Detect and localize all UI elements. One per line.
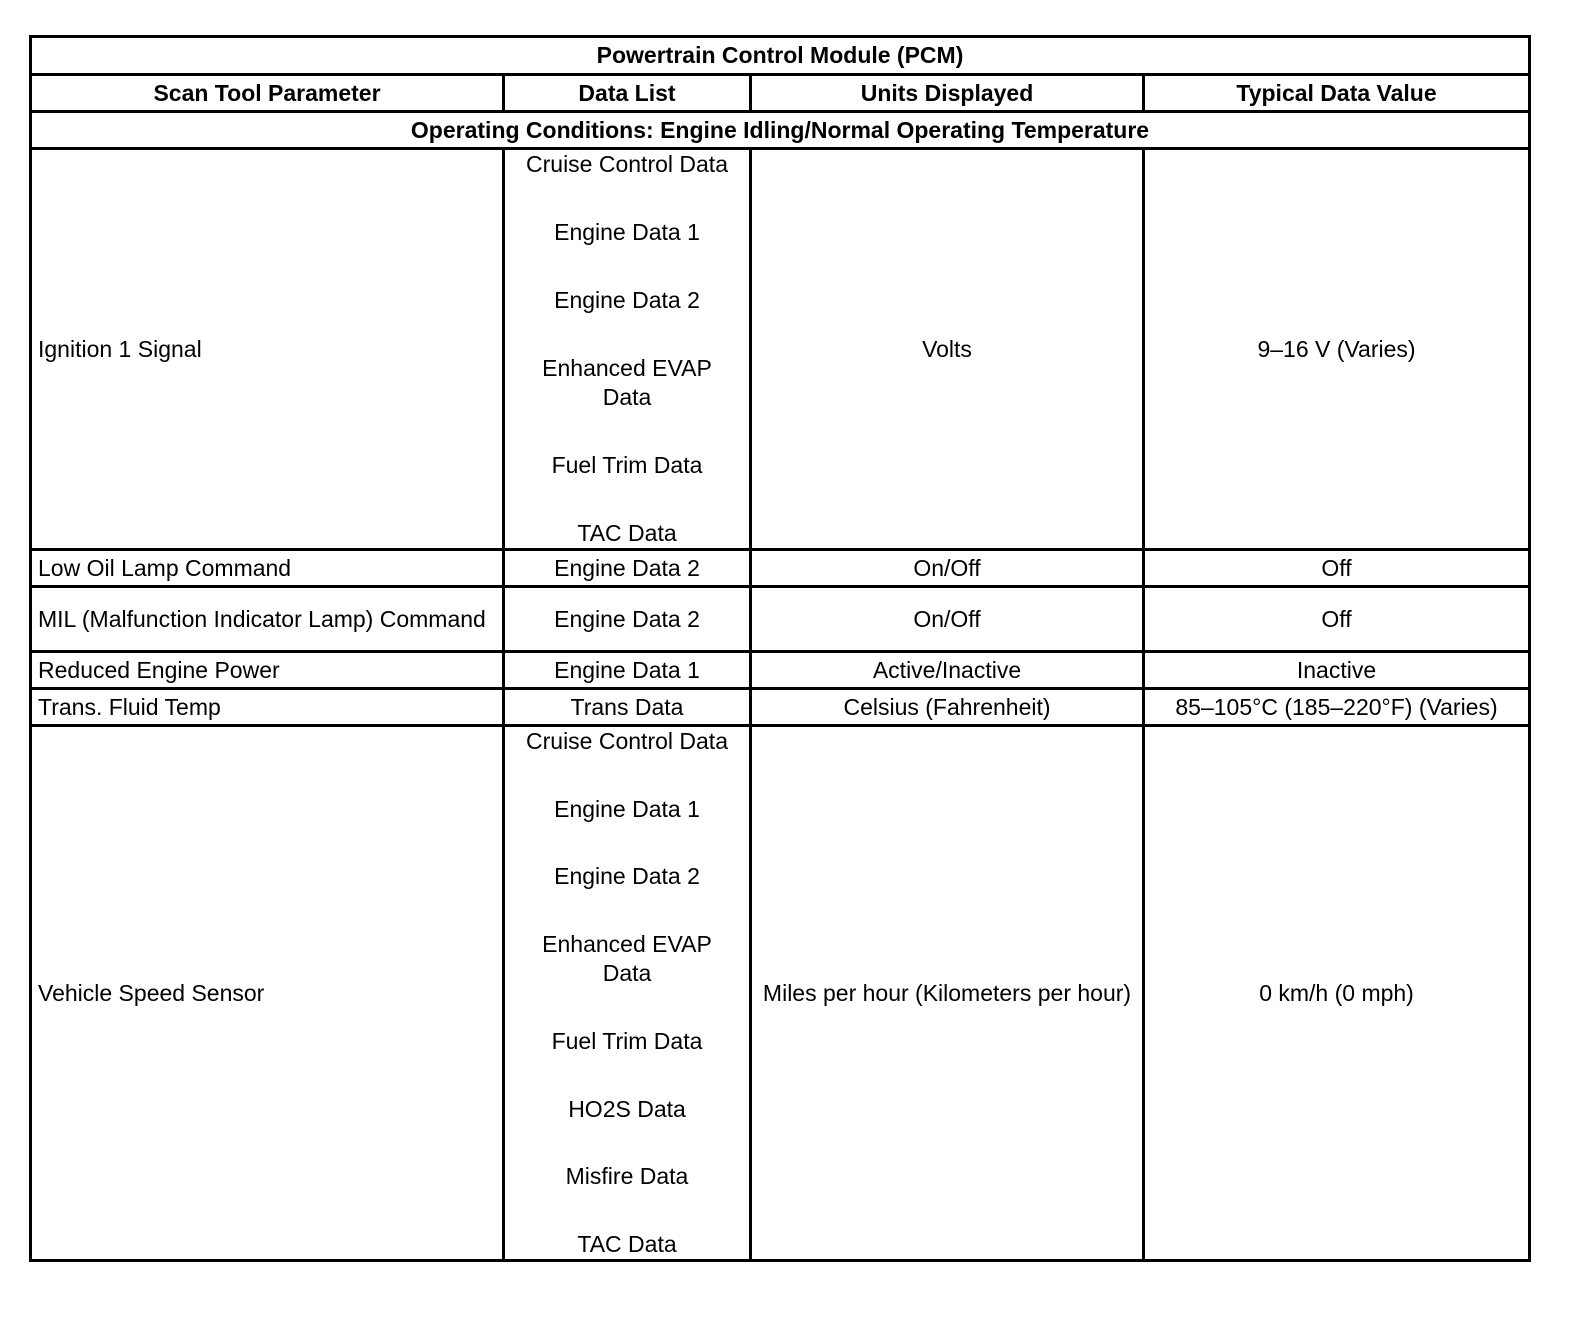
data-list-item: Engine Data 1 bbox=[554, 219, 700, 245]
units-cell: On/Off bbox=[751, 550, 1144, 587]
param-cell: MIL (Malfunction Indicator Lamp) Command bbox=[31, 587, 504, 652]
data-list-item: Enhanced EVAP Data bbox=[542, 355, 712, 410]
data-list-item: TAC Data bbox=[577, 1230, 677, 1257]
pcm-data-table bbox=[29, 35, 1531, 1262]
typical-value-cell: 85–105°C (185–220°F) (Varies) bbox=[1144, 689, 1530, 726]
data-list-item: Misfire Data bbox=[565, 1163, 689, 1190]
data-list-item: HO2S Data bbox=[568, 1095, 686, 1122]
data-list-item: Cruise Control Data bbox=[526, 728, 728, 754]
data-list-cell bbox=[504, 149, 751, 550]
data-list-cell: Engine Data 2 bbox=[504, 550, 751, 587]
units-cell: Miles per hour (Kilometers per hour) bbox=[751, 726, 1144, 1261]
column-header-row bbox=[31, 75, 1530, 112]
data-list-item: Fuel Trim Data bbox=[551, 452, 703, 478]
typical-value-cell: Inactive bbox=[1144, 652, 1530, 689]
data-list-stack bbox=[511, 727, 743, 1259]
header-units-displayed: Units Displayed bbox=[751, 75, 1144, 112]
units-cell: Volts bbox=[751, 149, 1144, 550]
table-row bbox=[31, 149, 1530, 550]
units-cell: Celsius (Fahrenheit) bbox=[751, 689, 1144, 726]
param-cell: Vehicle Speed Sensor bbox=[31, 726, 504, 1261]
data-list-cell: Trans Data bbox=[504, 689, 751, 726]
typical-value-cell: Off bbox=[1144, 587, 1530, 652]
data-list-item: Cruise Control Data bbox=[526, 151, 728, 177]
typical-value-cell: 0 km/h (0 mph) bbox=[1144, 726, 1530, 1261]
data-list-item: Enhanced EVAP Data bbox=[542, 931, 712, 987]
table-row bbox=[31, 689, 1530, 726]
table-row bbox=[31, 550, 1530, 587]
operating-conditions-row bbox=[31, 112, 1530, 149]
data-list-item: Engine Data 2 bbox=[554, 287, 700, 313]
header-scan-tool-parameter: Scan Tool Parameter bbox=[31, 75, 504, 112]
typical-value-cell: Off bbox=[1144, 550, 1530, 587]
data-list-cell bbox=[504, 726, 751, 1261]
data-list-item: Engine Data 2 bbox=[554, 863, 700, 890]
data-list-item: Fuel Trim Data bbox=[551, 1027, 703, 1054]
param-cell: Low Oil Lamp Command bbox=[31, 550, 504, 587]
param-cell: Reduced Engine Power bbox=[31, 652, 504, 689]
data-list-cell: Engine Data 2 bbox=[504, 587, 751, 652]
typical-value-cell: 9–16 V (Varies) bbox=[1144, 149, 1530, 550]
table-title: Powertrain Control Module (PCM) bbox=[31, 37, 1530, 75]
table-row bbox=[31, 726, 1530, 1261]
header-typical-data-value: Typical Data Value bbox=[1144, 75, 1530, 112]
data-list-item: Engine Data 1 bbox=[554, 795, 700, 822]
units-cell: Active/Inactive bbox=[751, 652, 1144, 689]
data-list-item: TAC Data bbox=[577, 520, 677, 546]
operating-conditions: Operating Conditions: Engine Idling/Normal Operating Temperature bbox=[31, 112, 1530, 149]
data-list-cell: Engine Data 1 bbox=[504, 652, 751, 689]
table-row bbox=[31, 652, 1530, 689]
table-row bbox=[31, 587, 1530, 652]
data-list-stack bbox=[511, 150, 743, 548]
header-data-list: Data List bbox=[504, 75, 751, 112]
units-cell: On/Off bbox=[751, 587, 1144, 652]
param-cell: Trans. Fluid Temp bbox=[31, 689, 504, 726]
table-title-row bbox=[31, 37, 1530, 75]
param-cell: Ignition 1 Signal bbox=[31, 149, 504, 550]
